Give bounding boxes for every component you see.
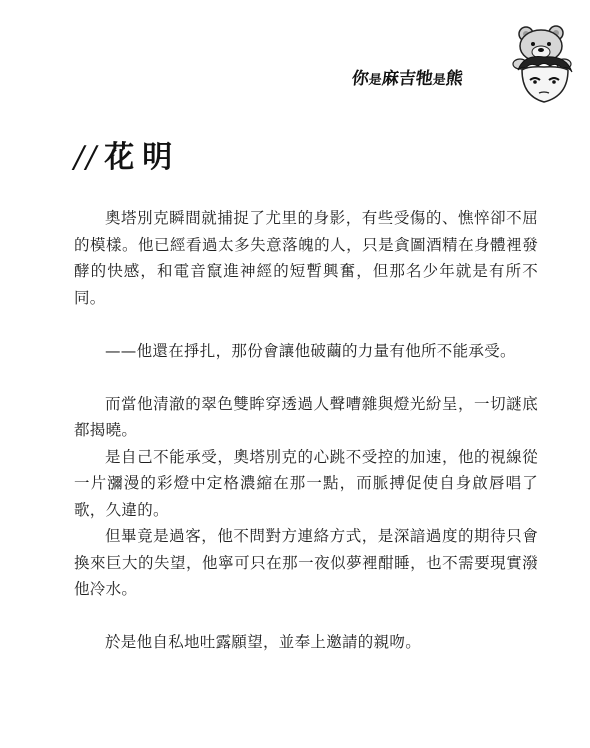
paragraph: 但畢竟是過客，他不問對方連絡方式，是深諳過度的期待只會換來巨大的失望，他寧可只在那一夜似夢裡酣睡，也不需要現實潑他冷水。	[74, 527, 538, 598]
paragraph-spacer	[74, 603, 538, 630]
paragraph-spacer	[74, 364, 538, 391]
paragraph-spacer	[74, 311, 538, 338]
bear-hugging-boy-icon	[506, 24, 582, 106]
book-title-part: 牠	[414, 69, 434, 89]
paragraph: 奧塔別克瞬間就捕捉了尤里的身影，有些受傷的、憔悴卻不屈的模樣。他已經看過太多失意落魄的人，只是貪圖酒精在身體裡發酵的快感，和電音竄進神經的短暫興奮，但那名少年就是有所不同。	[74, 209, 538, 307]
paragraph: 是自己不能承受，奧塔別克的心跳不受控的加速，他的視線從一片瀰漫的彩燈中定格濃縮在那一點，而脈搏促使自身啟唇唱了歌，久違的。	[74, 447, 538, 519]
chapter-title-slashes: //	[74, 140, 99, 175]
chapter-title-text: 花明	[104, 140, 181, 175]
chapter-body	[74, 205, 538, 656]
book-title-part: 是	[367, 73, 383, 88]
book-title-part: 麻吉	[380, 69, 417, 89]
book-title-part: 是	[431, 73, 447, 88]
paragraph: 於是他自私地吐露願望，並奉上邀請的親吻。	[105, 633, 422, 651]
book-title-part: 你	[350, 69, 370, 89]
paragraph: ——他還在掙扎，那份會讓他破繭的力量有他所不能承受。	[105, 341, 516, 360]
chapter-title	[74, 132, 180, 176]
book-title	[351, 64, 465, 89]
paragraph: 而當他清澈的翠色雙眸穿透過人聲嘈雜與燈光紛呈，一切謎底都揭曉。	[74, 394, 538, 439]
book-title-part: 熊	[444, 69, 464, 89]
